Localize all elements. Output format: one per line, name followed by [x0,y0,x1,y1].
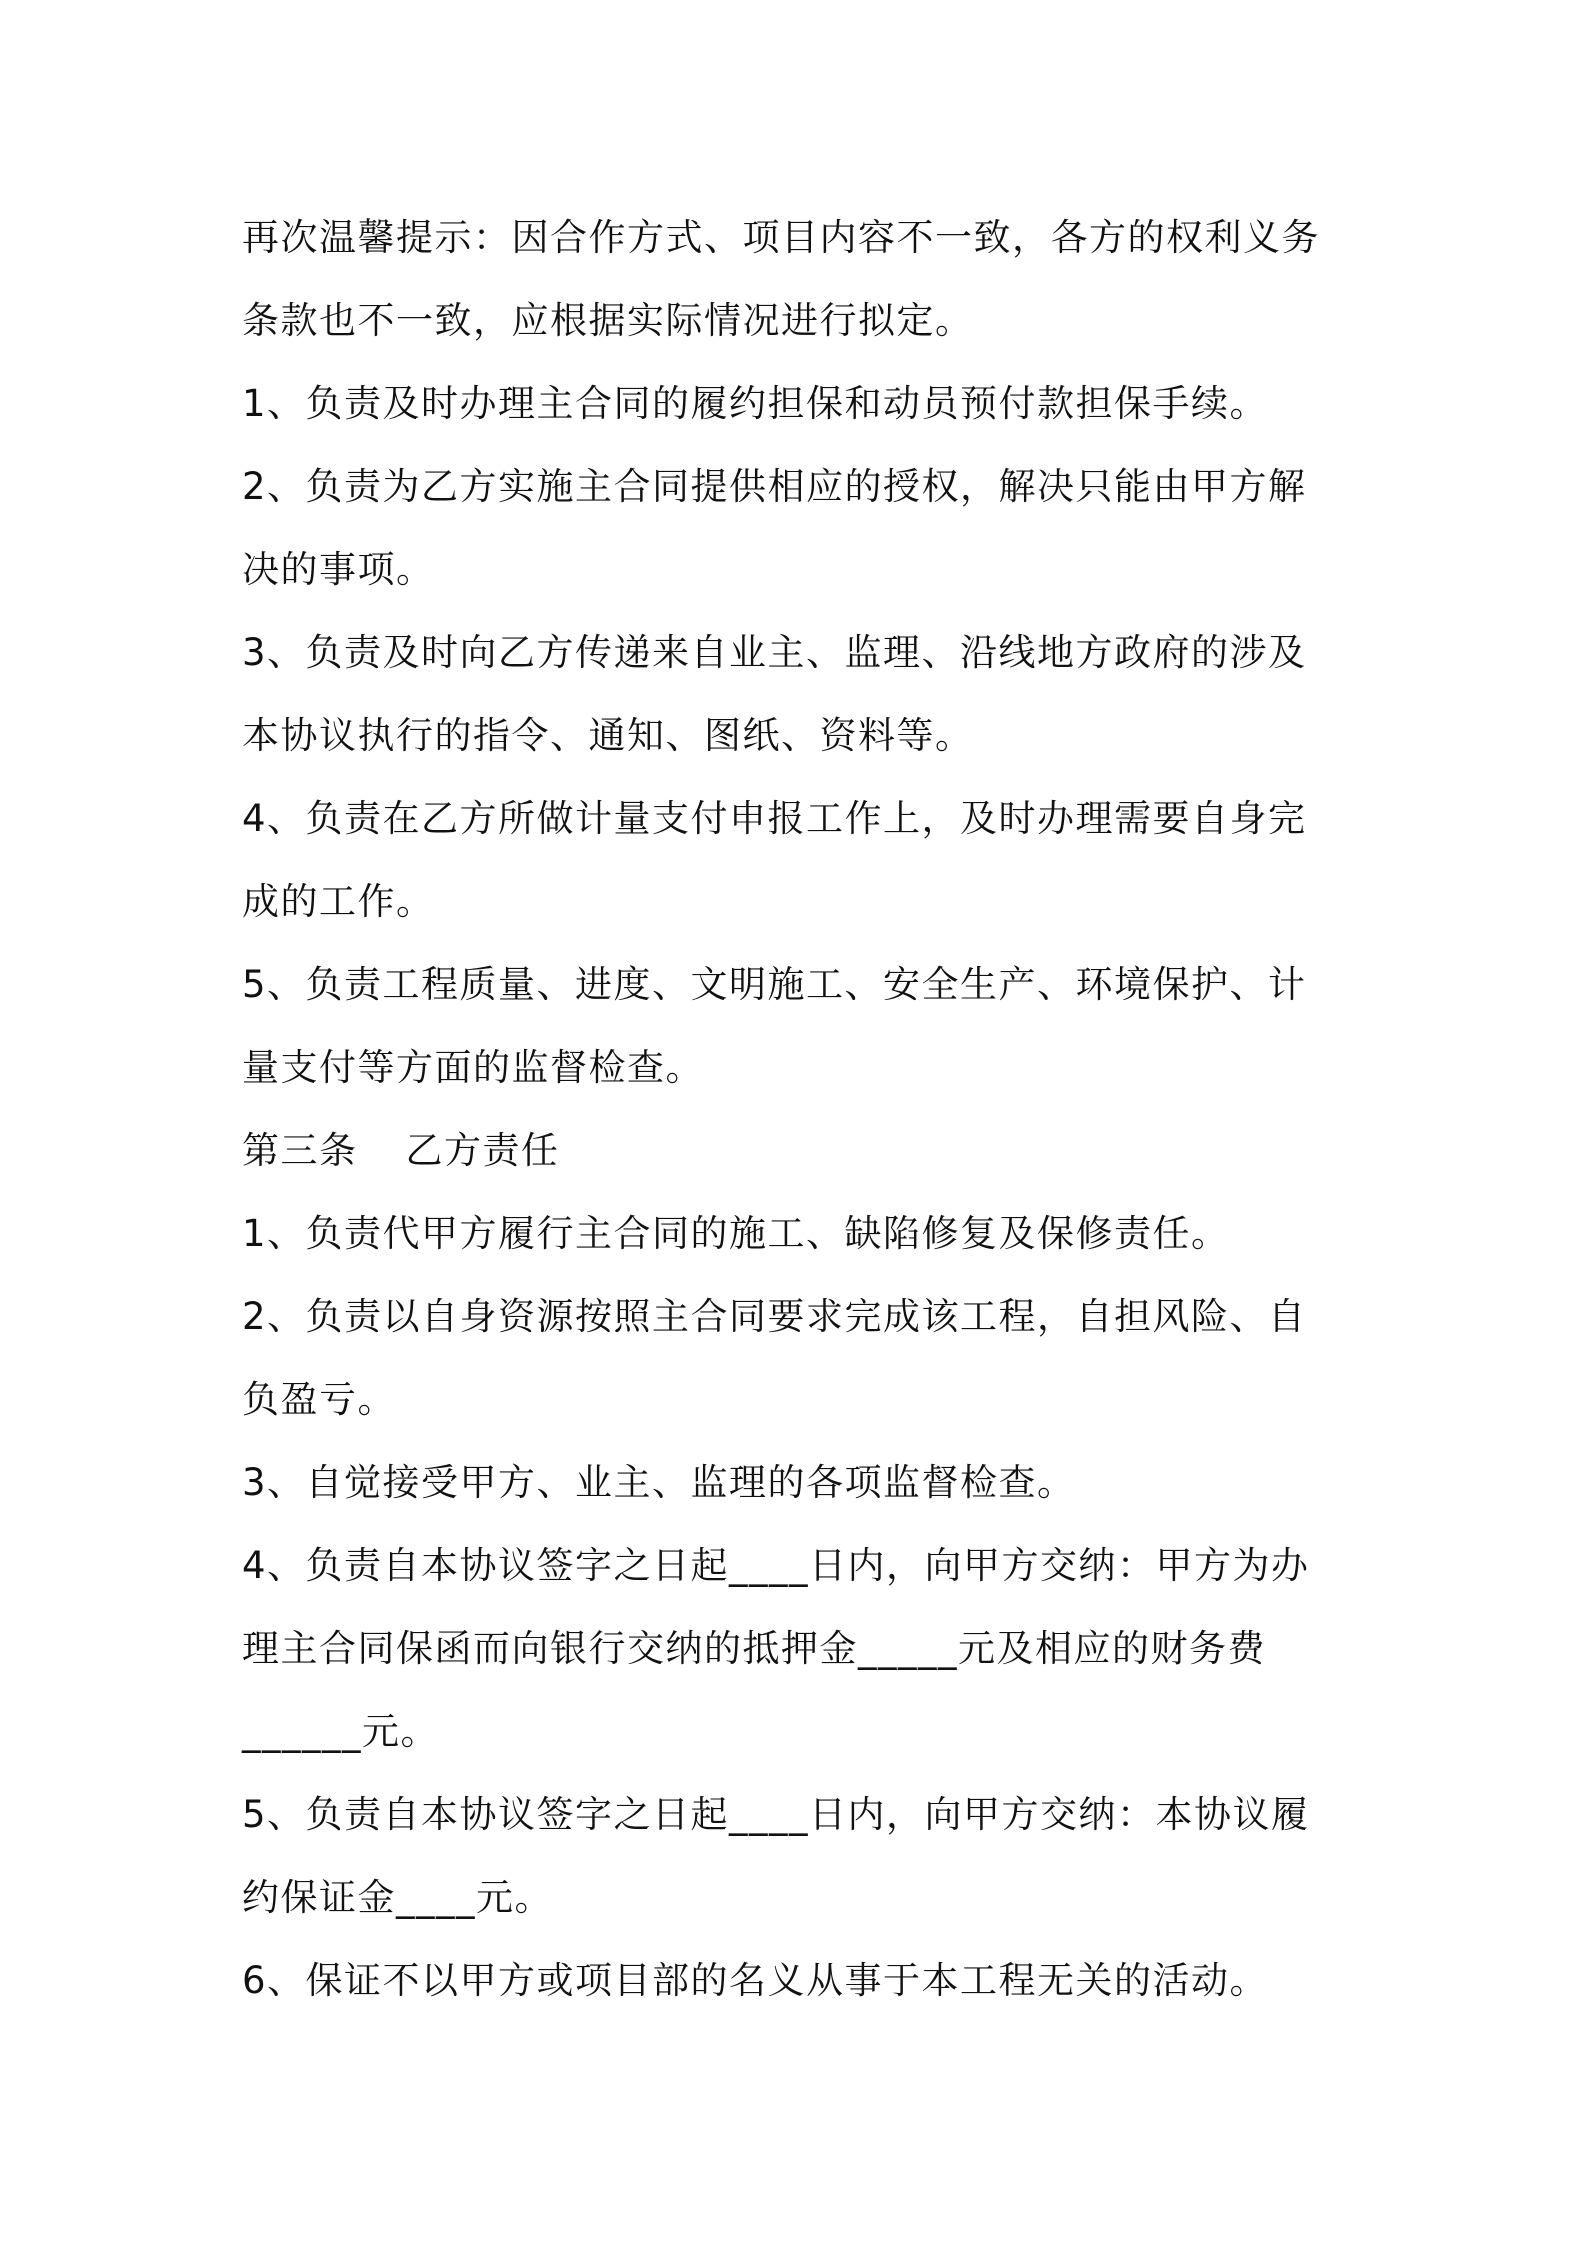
text-line: 本协议执行的指令、通知、图纸、资料等。 [242,714,974,757]
text-line: 再次温馨提示：因合作方式、项目内容不一致，各方的权利义务 [242,216,1320,259]
text-line: 负盈亏。 [242,1378,396,1421]
text-line: 理主合同保函而向银行交纳的抵押金_____元及相应的财务费 [242,1627,1266,1670]
document-page [242,196,1352,2022]
section-title: 乙方责任 [405,1129,560,1172]
section-heading [242,1109,1352,1192]
text-line: 4、负责自本协议签字之日起____日内，向甲方交纳：甲方为办 [242,1544,1310,1587]
text-line: 2、负责为乙方实施主合同提供相应的授权，解决只能由甲方解 [242,465,1307,508]
text-line: 5、负责工程质量、进度、文明施工、安全生产、环境保护、计 [242,963,1307,1006]
text-line: 约保证金____元。 [242,1876,553,1919]
text-line: 6、保证不以甲方或项目部的名义从事于本工程无关的活动。 [242,1959,1269,2002]
text-line: 量支付等方面的监督检查。 [242,1046,704,1089]
text-line: 3、自觉接受甲方、业主、监理的各项监督检查。 [242,1461,1076,1504]
text-line: 条款也不一致，应根据实际情况进行拟定。 [242,299,974,342]
text-line: 4、负责在乙方所做计量支付申报工作上，及时办理需要自身完 [242,797,1307,840]
text-line: 1、负责及时办理主合同的履约担保和动员预付款担保手续。 [242,382,1269,425]
text-line: 成的工作。 [242,880,435,923]
text-line: 3、负责及时向乙方传递来自业主、监理、沿线地方政府的涉及 [242,631,1307,674]
text-line: 5、负责自本协议签字之日起____日内，向甲方交纳：本协议履 [242,1793,1310,1836]
text-line: ______元。 [242,1710,439,1753]
section-number: 第三条 [242,1129,358,1172]
text-line: 2、负责以自身资源按照主合同要求完成该工程，自担风险、自 [242,1295,1307,1338]
text-line: 1、负责代甲方履行主合同的施工、缺陷修复及保修责任。 [242,1212,1230,1255]
text-line: 决的事项。 [242,548,435,591]
